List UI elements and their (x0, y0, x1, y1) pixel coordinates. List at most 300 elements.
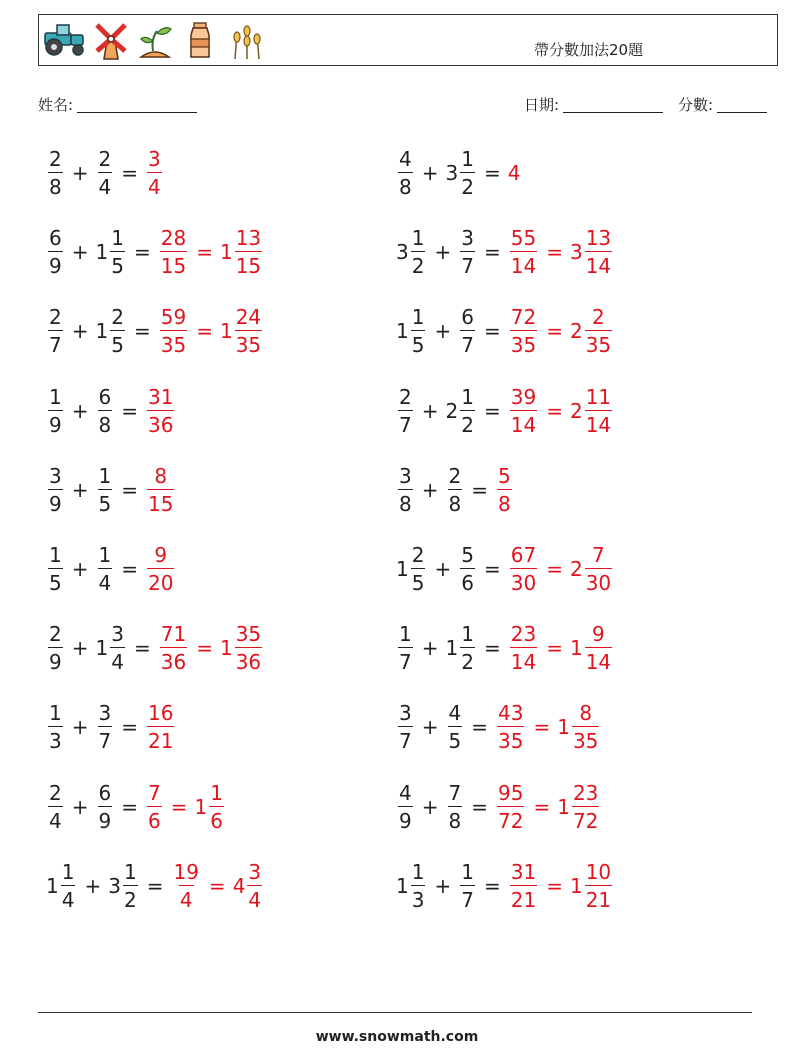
plus-sign: + (421, 636, 439, 661)
mixed-number (495, 701, 526, 754)
denominator: 36 (147, 410, 174, 435)
denominator: 20 (147, 568, 174, 593)
mixed-number (145, 149, 164, 197)
numerator: 3 (111, 622, 124, 647)
fraction (497, 780, 524, 833)
score-blank[interactable] (717, 96, 767, 113)
mixed-number (458, 226, 477, 279)
denominator: 7 (460, 885, 475, 910)
denominator: 8 (98, 410, 113, 435)
numerator: 9 (592, 622, 605, 647)
equals-sign: = (121, 715, 138, 740)
mixed-number (508, 226, 539, 279)
date-label: 日期: (524, 96, 560, 114)
fraction (411, 226, 426, 279)
mixed-number (396, 463, 415, 516)
mixed-number (145, 463, 176, 516)
whole-part: 1 (219, 319, 233, 344)
fraction (460, 149, 475, 197)
fraction (160, 305, 187, 358)
denominator: 9 (98, 806, 113, 831)
plus-sign: + (421, 398, 439, 423)
numerator: 7 (148, 780, 161, 805)
fraction (460, 859, 475, 912)
mixed-number (96, 545, 115, 593)
mixed-number (158, 226, 189, 279)
whole-part: 3 (108, 873, 121, 898)
whole-part: 1 (219, 636, 233, 661)
equals-sign: = (483, 319, 501, 344)
plus-sign: + (71, 161, 89, 185)
answer (508, 226, 614, 279)
problem-item (46, 616, 264, 680)
fraction (398, 780, 413, 833)
fraction (48, 622, 63, 675)
equals-sign: = (121, 477, 138, 502)
answer (495, 780, 601, 833)
answer-equals-sign: = (196, 240, 213, 265)
equals-sign: = (483, 557, 501, 581)
denominator: 35 (160, 330, 187, 355)
plus-sign: + (71, 636, 89, 661)
mixed-number (446, 463, 465, 516)
answer (508, 622, 614, 675)
whole-part: 1 (95, 636, 109, 661)
fraction (448, 780, 463, 833)
numerator: 1 (399, 622, 412, 647)
numerator: 2 (592, 305, 605, 330)
denominator: 4 (247, 885, 262, 910)
fraction (235, 622, 262, 675)
problem-item (396, 854, 614, 918)
wheat-icon (227, 21, 267, 61)
mixed-number (95, 622, 127, 675)
numerator: 10 (585, 859, 612, 884)
fraction (110, 622, 125, 675)
numerator: 23 (572, 780, 599, 805)
mixed-number (396, 701, 415, 754)
fraction (585, 545, 612, 593)
numerator: 11 (585, 384, 612, 409)
answer-equals-sign: = (196, 636, 213, 661)
plus-sign: + (434, 319, 452, 344)
fraction (147, 545, 174, 593)
numerator: 2 (49, 622, 62, 647)
fraction (510, 545, 537, 593)
problem-item (46, 695, 176, 759)
problem-item (46, 141, 164, 205)
denominator: 7 (98, 726, 113, 751)
tractor-icon (43, 21, 87, 57)
numerator: 8 (579, 701, 593, 726)
answer-equals-sign: = (533, 794, 551, 819)
name-blank[interactable] (77, 96, 197, 113)
plus-sign: + (421, 794, 439, 819)
numerator: 1 (49, 384, 62, 409)
mixed-number (145, 384, 176, 437)
fraction (510, 305, 537, 358)
whole-part: 1 (194, 794, 208, 819)
whole-part: 3 (445, 161, 459, 185)
answer (508, 161, 521, 185)
numerator: 2 (98, 147, 112, 171)
fraction (98, 384, 113, 437)
plus-sign: + (71, 715, 89, 740)
numerator: 1 (461, 859, 474, 884)
fraction (398, 701, 413, 754)
answer (158, 226, 264, 279)
denominator: 72 (497, 806, 524, 831)
whole-part: 4 (507, 161, 521, 185)
denominator: 5 (110, 330, 125, 355)
fraction (147, 463, 174, 516)
mixed-number (96, 701, 115, 754)
fraction (147, 384, 174, 437)
fraction (147, 149, 162, 197)
answer-equals-sign: = (546, 557, 563, 581)
numerator: 2 (399, 384, 412, 409)
numerator: 2 (49, 147, 62, 171)
mixed-number (396, 384, 415, 437)
whole-part: 1 (445, 636, 459, 661)
answer (145, 545, 176, 593)
mixed-number (396, 149, 415, 197)
mixed-number (495, 463, 514, 516)
mixed-number (396, 622, 415, 675)
problem-item (396, 220, 614, 284)
fraction (572, 701, 599, 754)
mixed-number (46, 780, 65, 833)
denominator: 3 (48, 726, 63, 751)
denominator: 4 (61, 885, 76, 910)
mixed-number (446, 780, 465, 833)
fraction (460, 226, 475, 279)
mixed-number (96, 149, 115, 197)
name-field (38, 94, 197, 115)
problem-item (46, 379, 176, 443)
denominator: 5 (411, 568, 426, 593)
equals-sign: = (471, 794, 488, 819)
denominator: 14 (585, 647, 612, 672)
equals-sign: = (121, 557, 138, 581)
numerator: 1 (210, 780, 223, 805)
plus-sign: + (71, 557, 89, 581)
mixed-number (396, 305, 427, 358)
denominator: 15 (147, 489, 174, 514)
problem-item (396, 299, 614, 363)
fraction (585, 226, 612, 279)
plus-sign: + (71, 477, 89, 502)
mixed-number (495, 780, 526, 833)
denominator: 15 (235, 251, 262, 276)
fraction (448, 463, 463, 516)
name-label: 姓名: (38, 96, 74, 114)
numerator: 1 (411, 305, 425, 330)
whole-part: 2 (445, 398, 459, 423)
equals-sign: = (483, 398, 501, 423)
numerator: 5 (461, 543, 474, 567)
fraction (147, 780, 162, 833)
denominator: 21 (510, 885, 537, 910)
problem-item (396, 695, 601, 759)
plus-sign: + (421, 161, 439, 185)
denominator: 14 (510, 251, 537, 276)
whole-part: 1 (557, 715, 570, 740)
denominator: 5 (411, 330, 426, 355)
plus-sign: + (434, 873, 452, 898)
denominator: 8 (448, 806, 463, 831)
denominator: 4 (147, 172, 162, 197)
fraction (497, 463, 512, 516)
fraction (585, 622, 612, 675)
fraction (98, 780, 113, 833)
equals-sign: = (483, 873, 501, 898)
denominator: 5 (110, 251, 125, 276)
numerator: 1 (461, 384, 474, 409)
mixed-number (569, 859, 614, 912)
denominator: 4 (98, 172, 113, 197)
mixed-number (219, 226, 264, 279)
equals-sign: = (471, 715, 488, 740)
fraction (48, 226, 63, 279)
numerator: 35 (235, 622, 262, 647)
denominator: 9 (48, 251, 63, 276)
mixed-number (145, 701, 176, 754)
answer-equals-sign: = (196, 319, 213, 344)
denominator: 7 (398, 726, 413, 751)
numerator: 1 (98, 463, 112, 488)
fraction (460, 545, 475, 593)
numerator: 3 (98, 701, 112, 726)
fraction (411, 859, 426, 912)
numerator: 24 (235, 305, 262, 330)
equals-sign: = (133, 636, 151, 661)
denominator: 5 (48, 568, 63, 593)
fraction (61, 859, 76, 912)
denominator: 5 (98, 489, 113, 514)
equals-sign: = (483, 636, 501, 661)
mixed-number (458, 859, 477, 912)
whole-part: 1 (569, 873, 583, 898)
equals-sign: = (133, 319, 151, 344)
fraction (172, 859, 199, 912)
numerator: 72 (510, 305, 537, 330)
mixed-number (396, 859, 427, 912)
numerator: 28 (160, 226, 187, 251)
numerator: 1 (111, 226, 124, 251)
denominator: 7 (460, 330, 475, 355)
equals-sign: = (471, 477, 488, 502)
answer (145, 384, 176, 437)
denominator: 4 (98, 568, 113, 593)
answer-equals-sign: = (546, 873, 563, 898)
denominator: 14 (510, 647, 537, 672)
numerator: 1 (49, 543, 62, 567)
date-field (524, 94, 663, 115)
fraction (98, 701, 113, 754)
whole-part: 1 (396, 557, 409, 581)
denominator: 7 (398, 410, 413, 435)
numerator: 1 (61, 859, 75, 884)
answer (508, 305, 614, 358)
fraction (48, 305, 63, 358)
mixed-number (145, 780, 164, 833)
whole-part: 2 (569, 557, 583, 581)
plus-sign: + (71, 240, 89, 265)
mixed-number (46, 149, 65, 197)
denominator: 14 (585, 251, 612, 276)
problem-item (46, 775, 226, 839)
numerator: 1 (411, 226, 425, 251)
denominator: 7 (460, 251, 475, 276)
mixed-number (396, 545, 427, 593)
whole-part: 1 (557, 794, 570, 819)
numerator: 1 (461, 147, 474, 171)
fraction (48, 701, 63, 754)
numerator: 2 (49, 305, 62, 330)
mixed-number (158, 305, 189, 358)
equals-sign: = (121, 794, 138, 819)
numerator: 3 (399, 463, 412, 488)
mixed-number (569, 622, 614, 675)
mixed-number (445, 622, 477, 675)
numerator: 2 (448, 463, 462, 488)
denominator: 2 (123, 885, 138, 910)
fraction (147, 701, 174, 754)
mixed-number (46, 226, 65, 279)
mixed-number (170, 859, 201, 912)
answer (145, 701, 176, 754)
fraction (510, 226, 537, 279)
mixed-number (46, 701, 65, 754)
numerator: 7 (592, 543, 605, 567)
fraction (235, 226, 262, 279)
mixed-number (445, 384, 477, 437)
answer-equals-sign: = (208, 873, 226, 898)
plus-sign: + (71, 794, 89, 819)
fraction (247, 859, 262, 912)
denominator: 4 (48, 806, 63, 831)
answer (145, 463, 176, 516)
fraction (585, 305, 612, 358)
numerator: 1 (411, 859, 425, 884)
denominator: 2 (460, 647, 475, 672)
mixed-number (396, 226, 427, 279)
mixed-number (95, 305, 127, 358)
plus-sign: + (421, 715, 439, 740)
mixed-number (46, 305, 65, 358)
mixed-number (557, 780, 601, 833)
numerator: 3 (148, 147, 161, 171)
answer (508, 859, 614, 912)
denominator: 2 (460, 172, 475, 197)
answer (508, 545, 614, 593)
denominator: 14 (585, 410, 612, 435)
numerator: 6 (98, 384, 112, 409)
answer (495, 701, 601, 754)
numerator: 1 (461, 622, 474, 647)
fraction (510, 622, 537, 675)
fraction (585, 859, 612, 912)
fraction (460, 622, 475, 675)
numerator: 1 (123, 859, 137, 884)
fraction (48, 463, 63, 516)
mixed-number (569, 226, 614, 279)
answer (158, 622, 264, 675)
denominator: 2 (460, 410, 475, 435)
fraction (398, 384, 413, 437)
fraction (235, 305, 262, 358)
milk-can-icon (185, 21, 215, 61)
mixed-number (108, 859, 139, 912)
numerator: 19 (173, 859, 199, 884)
answer (145, 780, 226, 833)
problem-item (396, 775, 601, 839)
numerator: 2 (49, 780, 62, 805)
numerator: 55 (510, 226, 537, 251)
mixed-number (508, 384, 539, 437)
numerator: 2 (111, 305, 124, 330)
problem-item (46, 220, 264, 284)
sprout-icon (137, 21, 173, 61)
denominator: 7 (398, 647, 413, 672)
whole-part: 2 (569, 319, 583, 344)
numerator: 23 (510, 622, 537, 647)
numerator: 67 (510, 543, 537, 567)
problem-item (396, 141, 520, 205)
date-blank[interactable] (563, 96, 663, 113)
denominator: 36 (235, 647, 262, 672)
fraction (48, 545, 63, 593)
mixed-number (46, 463, 65, 516)
numerator: 39 (510, 384, 537, 409)
denominator: 72 (572, 806, 599, 831)
fraction (448, 701, 463, 754)
numerator: 7 (448, 780, 462, 805)
denominator: 5 (448, 726, 463, 751)
equals-sign: = (121, 161, 138, 185)
fraction (497, 701, 524, 754)
answer (158, 305, 264, 358)
numerator: 95 (498, 780, 524, 805)
fraction (160, 622, 187, 675)
mixed-number (96, 384, 115, 437)
fraction (585, 384, 612, 437)
denominator: 8 (398, 172, 413, 197)
fraction (411, 545, 426, 593)
mixed-number (446, 701, 465, 754)
whole-part: 1 (46, 873, 59, 898)
denominator: 35 (585, 330, 612, 355)
mixed-number (458, 545, 477, 593)
mixed-number (446, 149, 477, 197)
worksheet-header (38, 14, 778, 66)
denominator: 9 (48, 647, 63, 672)
numerator: 13 (585, 226, 612, 251)
mixed-number (557, 701, 601, 754)
plus-sign: + (71, 398, 89, 423)
denominator: 3 (411, 885, 426, 910)
answer-equals-sign: = (546, 636, 563, 661)
problem-item (396, 379, 614, 443)
numerator: 6 (49, 226, 62, 251)
whole-part: 1 (396, 319, 409, 344)
denominator: 9 (48, 410, 63, 435)
mixed-number (458, 305, 477, 358)
denominator: 4 (179, 885, 194, 910)
plus-sign: + (421, 477, 439, 502)
denominator: 35 (235, 330, 262, 355)
